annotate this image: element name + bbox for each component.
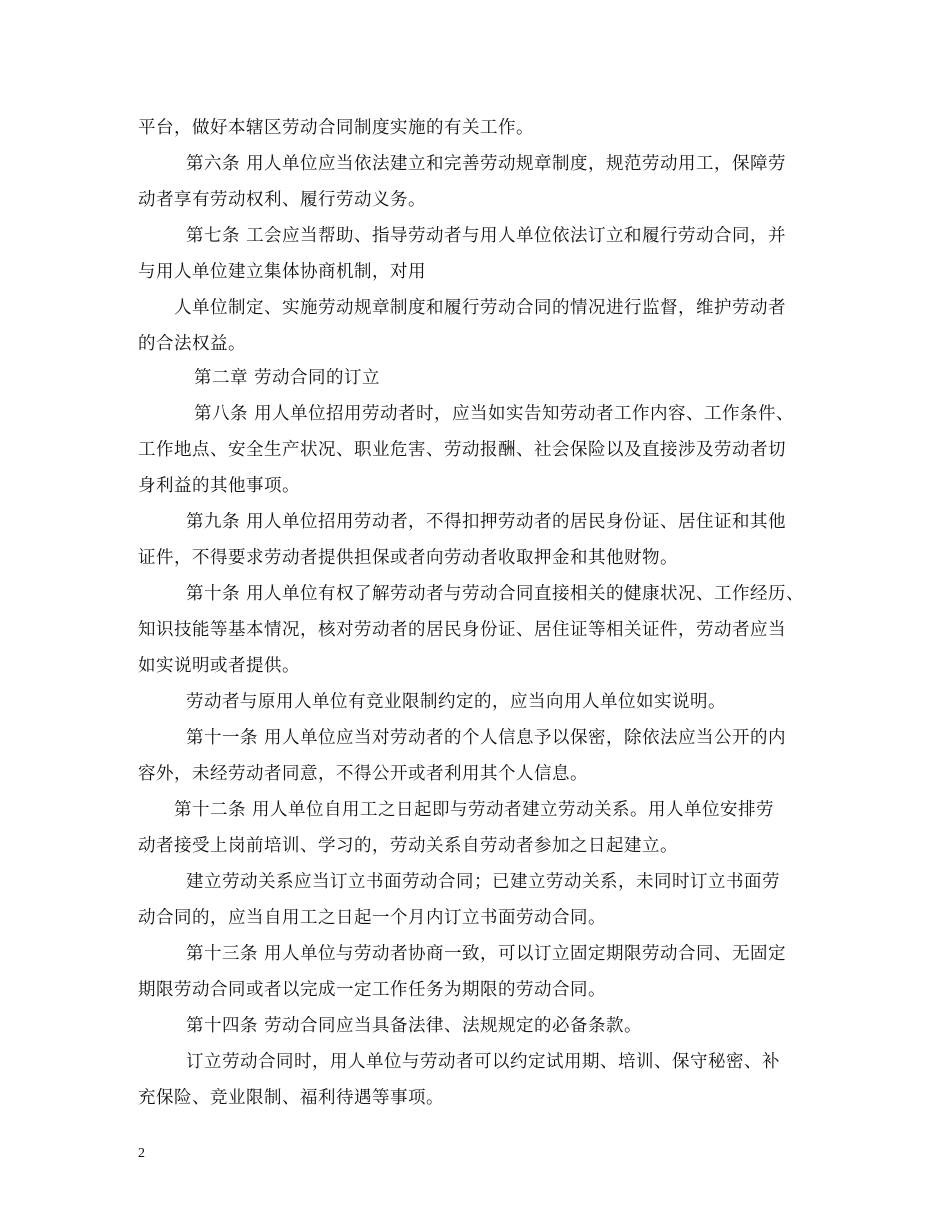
text-line: 订立劳动合同时，用人单位与劳动者可以约定试用期、培训、保守秘密、补	[186, 1052, 780, 1072]
text-line: 建立劳动关系应当订立书面劳动合同；已建立劳动关系，未同时订立书面劳	[186, 872, 780, 892]
chapter-heading: 第二章 劳动合同的订立	[194, 368, 381, 388]
text-line: 工作地点、安全生产状况、职业危害、劳动报酬、社会保险以及直接涉及劳动者切	[138, 440, 786, 460]
page-number: 2	[138, 1146, 145, 1161]
article-13-line: 第十三条 用人单位与劳动者协商一致，可以订立固定期限劳动合同、无固定	[186, 944, 787, 964]
text-line: 知识技能等基本情况，核对劳动者的居民身份证、居住证等相关证件，劳动者应当	[138, 620, 786, 640]
article-9-line: 第九条 用人单位招用劳动者，不得扣押劳动者的居民身份证、居住证和其他	[186, 512, 787, 532]
text-line: 平台，做好本辖区劳动合同制度实施的有关工作。	[138, 118, 534, 138]
article-6-line: 第六条 用人单位应当依法建立和完善劳动规章制度，规范劳动用工，保障劳	[186, 154, 787, 174]
text-line: 劳动者与原用人单位有竞业限制约定的，应当向用人单位如实说明。	[186, 692, 726, 712]
article-7-line: 第七条 工会应当帮助、指导劳动者与用人单位依法订立和履行劳动合同，并	[186, 226, 787, 246]
text-line: 动合同的，应当自用工之日起一个月内订立书面劳动合同。	[138, 908, 606, 928]
text-line: 证件，不得要求劳动者提供担保或者向劳动者收取押金和其他财物。	[138, 548, 678, 568]
text-line: 身利益的其他事项。	[138, 476, 300, 496]
text-line: 期限劳动合同或者以完成一定工作任务为期限的劳动合同。	[138, 980, 606, 1000]
text-line: 与用人单位建立集体协商机制，对用	[138, 262, 426, 282]
article-8-line: 第八条 用人单位招用劳动者时，应当如实告知劳动者工作内容、工作条件、	[194, 404, 795, 424]
article-10-line: 第十条 用人单位有权了解劳动者与劳动合同直接相关的健康状况、工作经历、	[186, 584, 805, 604]
text-line: 人单位制定、实施劳动规章制度和履行劳动合同的情况进行监督，维护劳动者	[174, 298, 786, 318]
article-11-line: 第十一条 用人单位应当对劳动者的个人信息予以保密，除依法应当公开的内	[186, 728, 787, 748]
article-12-line: 第十二条 用人单位自用工之日起即与劳动者建立劳动关系。用人单位安排劳	[174, 800, 775, 820]
text-line: 容外，未经劳动者同意，不得公开或者利用其个人信息。	[138, 764, 588, 784]
text-line: 动者接受上岗前培训、学习的，劳动关系自劳动者参加之日起建立。	[138, 836, 678, 856]
text-line: 如实说明或者提供。	[138, 656, 300, 676]
text-line: 动者享有劳动权利、履行劳动义务。	[138, 190, 426, 210]
text-line: 充保险、竞业限制、福利待遇等事项。	[138, 1088, 444, 1108]
article-14-line: 第十四条 劳动合同应当具备法律、法规规定的必备条款。	[186, 1016, 643, 1036]
text-line: 的合法权益。	[138, 334, 246, 354]
